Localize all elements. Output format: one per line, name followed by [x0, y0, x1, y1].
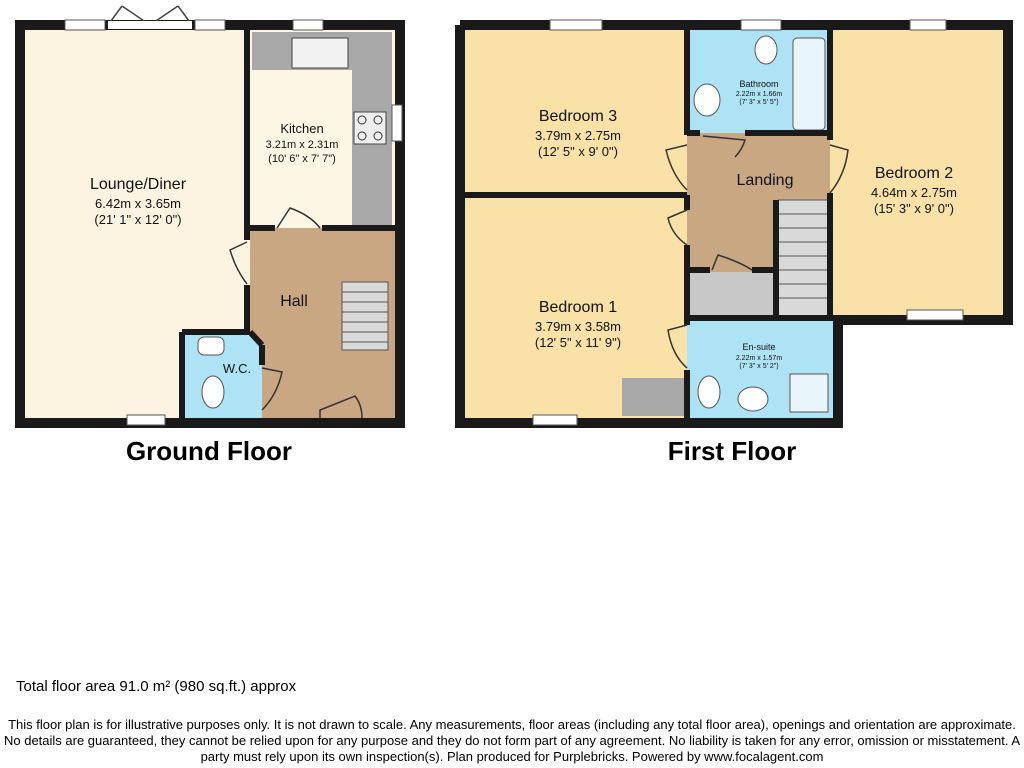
landing-staircase: [778, 200, 828, 316]
window: [195, 20, 225, 30]
window: [293, 20, 323, 30]
bedroom-1-metric: 3.79m x 3.58m: [535, 319, 621, 334]
ensuite-basin: [738, 387, 768, 411]
disclaimer-text: This floor plan is for illustrative purposes only. It is not drawn to scale. Any measurements, floor areas (including any total floor area), openings and orientation are approximate. No details are guaranteed, they cannot be relied upon for any purpose and they do not form part of any agreement. No liability is taken for any error, omission or misstatement. A party must rely upon its own inspection(s). Plan produced for Purplebricks. Powered by www.focalagent.com: [3, 717, 1020, 764]
bedroom-3-label: Bedroom 3: [538, 108, 618, 125]
wc-basin: [198, 337, 224, 355]
ensuite-toilet: [698, 376, 720, 408]
wc-label: W.C.: [222, 361, 252, 376]
kitchen-label: Kitchen: [280, 121, 324, 136]
first-floor-plan: [460, 20, 1008, 425]
ground-floor-title: Ground Floor: [125, 436, 293, 466]
bedroom-2-imperial: (15' 3" x 9' 0"): [874, 201, 954, 216]
kitchen-metric: 3.21m x 2.31m: [265, 139, 339, 151]
total-floor-area: Total floor area 91.0 m² (980 sq.ft.) approx: [16, 678, 297, 695]
bedroom-2-metric: 4.64m x 2.75m: [871, 185, 957, 200]
window: [907, 310, 963, 320]
bedroom-2-label: Bedroom 2: [874, 165, 954, 182]
wc-toilet: [202, 376, 224, 408]
bathroom-basin: [694, 84, 720, 116]
ensuite-label: En-suite: [742, 342, 776, 352]
ensuite-shower: [790, 374, 828, 412]
bathroom-metric: 2.22m x 1.66m: [735, 91, 783, 98]
lounge-diner-metric: 6.42m x 3.65m: [95, 196, 181, 211]
french-doors: [108, 6, 192, 29]
kitchen-sink: [292, 38, 348, 68]
bedroom-3-metric: 3.79m x 2.75m: [535, 128, 621, 143]
lounge-diner-imperial: (21' 1" x 12' 0"): [94, 212, 182, 227]
window: [910, 20, 946, 30]
hall-staircase: [342, 282, 388, 350]
landing-label: Landing: [736, 172, 794, 189]
bedroom-1-wardrobe: [622, 378, 684, 416]
lounge-diner-label: Lounge/Diner: [89, 176, 187, 193]
bathroom-toilet: [755, 36, 777, 64]
ground-floor-plan: [20, 6, 402, 425]
bedroom-1-label: Bedroom 1: [538, 299, 618, 316]
kitchen-imperial: (10' 6" x 7' 7"): [268, 153, 336, 165]
bedroom-1-imperial: (12' 5" x 11' 9"): [534, 335, 622, 350]
bathroom-label: Bathroom: [739, 79, 779, 89]
first-floor-title: First Floor: [667, 436, 797, 466]
ensuite-imperial: (7' 3" x 5' 2"): [739, 363, 779, 370]
window: [741, 20, 781, 30]
window: [550, 20, 602, 30]
bedroom-3-imperial: (12' 5" x 9' 0"): [538, 144, 618, 159]
window: [65, 20, 105, 30]
landing-cupboard: [690, 272, 774, 318]
window: [127, 415, 165, 425]
window: [533, 415, 577, 425]
window: [392, 105, 402, 141]
bathroom-imperial: (7' 3" x 5' 5"): [739, 99, 779, 106]
hall-label: Hall: [280, 293, 308, 310]
ensuite-metric: 2.22m x 1.57m: [735, 355, 783, 362]
kitchen-hob: [354, 112, 386, 144]
bathroom-bath: [793, 38, 825, 130]
